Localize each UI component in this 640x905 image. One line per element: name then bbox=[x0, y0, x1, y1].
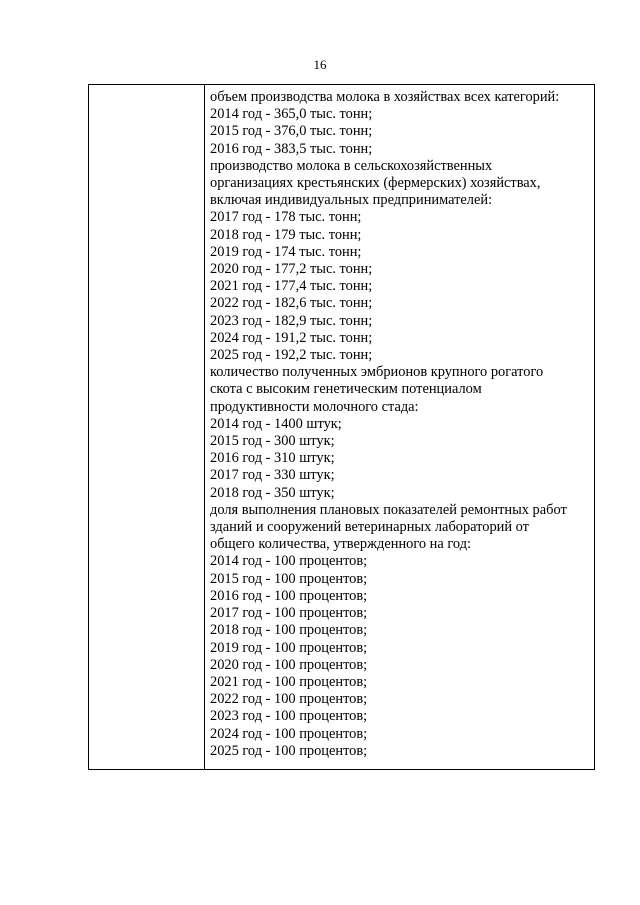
indicator-line: 2024 год - 191,2 тыс. тонн; bbox=[210, 329, 373, 346]
indicator-line: 2022 год - 182,6 тыс. тонн; bbox=[210, 295, 373, 312]
indicator-line: включая индивидуальных предпринимателей: bbox=[210, 192, 493, 209]
indicator-line: 2021 год - 177,4 тыс. тонн; bbox=[210, 278, 373, 295]
indicator-line: 2017 год - 100 процентов; bbox=[210, 605, 368, 622]
indicator-lines bbox=[210, 89, 594, 760]
indicator-line: 2024 год - 100 процентов; bbox=[210, 725, 368, 742]
indicator-line: 2017 год - 178 тыс. тонн; bbox=[210, 209, 362, 226]
indicator-line: 2015 год - 376,0 тыс. тонн; bbox=[210, 123, 373, 140]
table-cell-right bbox=[205, 85, 595, 770]
indicator-line: 2020 год - 100 процентов; bbox=[210, 656, 368, 673]
indicator-line: 2022 год - 100 процентов; bbox=[210, 691, 368, 708]
indicators-table bbox=[88, 84, 595, 770]
indicator-line: 2020 год - 177,2 тыс. тонн; bbox=[210, 261, 373, 278]
indicator-line: продуктивности молочного стада: bbox=[210, 398, 419, 415]
indicator-line: 2019 год - 100 процентов; bbox=[210, 639, 368, 656]
page-number: 16 bbox=[313, 57, 327, 72]
indicator-line: 2016 год - 100 процентов; bbox=[210, 587, 368, 604]
indicator-line: 2021 год - 100 процентов; bbox=[210, 673, 368, 690]
indicator-line: доля выполнения плановых показателей ремонтных работ bbox=[210, 501, 567, 518]
indicator-line: организациях крестьянских (фермерских) хозяйствах, bbox=[210, 175, 541, 192]
indicator-line: зданий и сооружений ветеринарных лабораторий от bbox=[210, 519, 529, 536]
indicator-line: 2019 год - 174 тыс. тонн; bbox=[210, 243, 362, 260]
indicator-line: количество полученных эмбрионов крупного рогатого bbox=[210, 364, 544, 381]
indicator-line: 2015 год - 100 процентов; bbox=[210, 570, 368, 587]
indicator-line: 2016 год - 383,5 тыс. тонн; bbox=[210, 140, 373, 157]
indicator-line: 2025 год - 100 процентов; bbox=[210, 742, 368, 759]
indicator-line: 2017 год - 330 штук; bbox=[210, 467, 335, 484]
indicator-line: объем производства молока в хозяйствах всех категорий: bbox=[210, 89, 560, 105]
indicator-line: общего количества, утвержденного на год: bbox=[210, 536, 472, 553]
indicator-line: 2018 год - 100 процентов; bbox=[210, 622, 368, 639]
table-row bbox=[89, 85, 595, 770]
table-cell-left bbox=[89, 85, 205, 770]
indicator-line: 2018 год - 179 тыс. тонн; bbox=[210, 226, 362, 243]
indicator-line: 2023 год - 100 процентов; bbox=[210, 708, 368, 725]
indicator-line: 2023 год - 182,9 тыс. тонн; bbox=[210, 312, 373, 329]
indicator-line: 2018 год - 350 штук; bbox=[210, 484, 335, 501]
indicator-line: 2015 год - 300 штук; bbox=[210, 433, 335, 450]
indicator-line: 2014 год - 1400 штук; bbox=[210, 415, 342, 432]
indicator-line: скота с высоким генетическим потенциалом bbox=[210, 381, 482, 398]
indicator-line: 2025 год - 192,2 тыс. тонн; bbox=[210, 347, 373, 364]
indicator-line: производство молока в сельскохозяйственных bbox=[210, 157, 493, 174]
indicator-line: 2014 год - 100 процентов; bbox=[210, 553, 368, 570]
indicator-line: 2016 год - 310 штук; bbox=[210, 450, 335, 467]
indicator-line: 2014 год - 365,0 тыс. тонн; bbox=[210, 106, 373, 123]
